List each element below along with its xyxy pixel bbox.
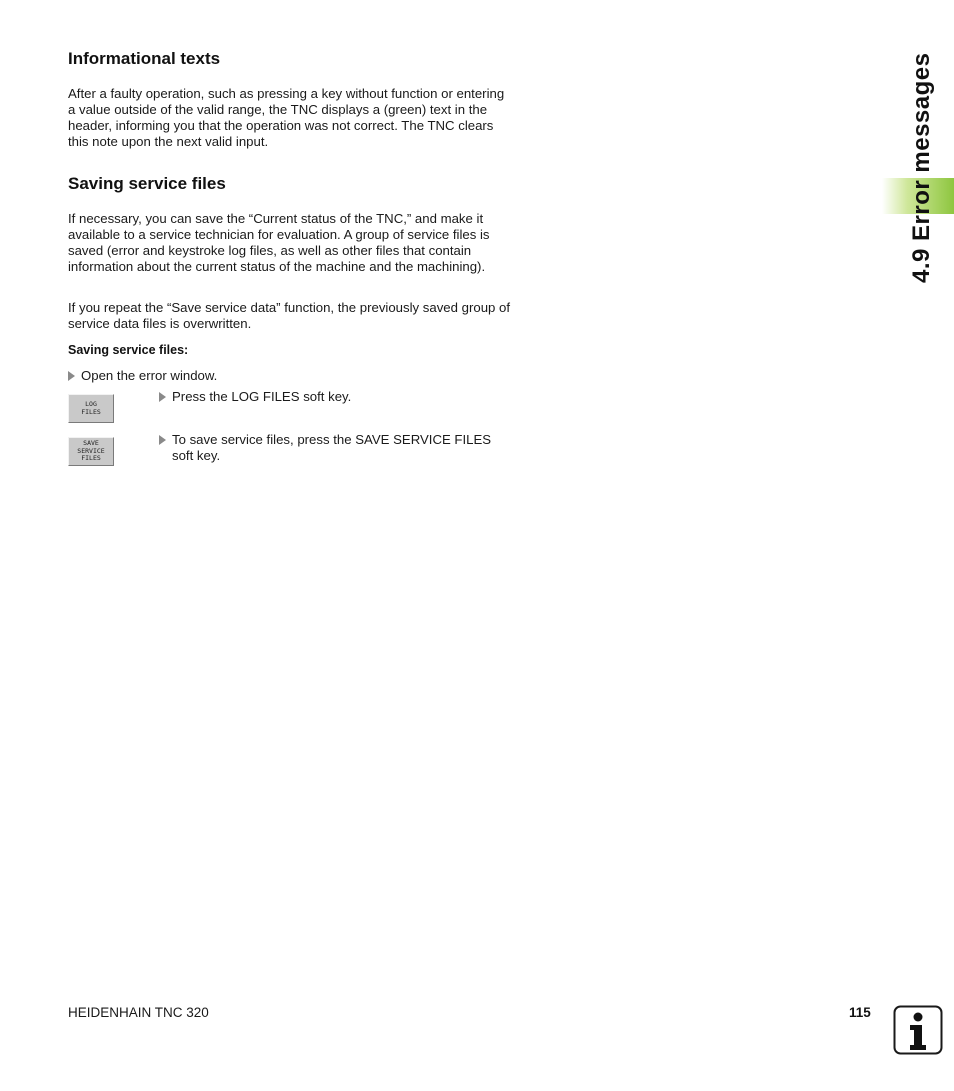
page-number: 115 — [849, 1005, 871, 1020]
step-press-save-service-files — [159, 432, 491, 464]
procedure-label: Saving service files: — [68, 343, 189, 357]
footer-product-name: HEIDENHAIN TNC 320 — [68, 1005, 209, 1020]
softkey-line: FILES — [81, 454, 101, 463]
step-open-error-window — [68, 368, 217, 384]
chapter-title-text: 4.9 Error messages — [908, 52, 935, 283]
step-text: Press the LOG FILES soft key. — [172, 389, 352, 404]
step-arrow-icon — [159, 392, 166, 402]
heading-saving-service-files: Saving service files — [68, 174, 226, 193]
step-text: Open the error window. — [81, 368, 218, 383]
info-icon — [893, 1005, 943, 1055]
step-press-log-files — [159, 389, 351, 405]
softkey-line: LOG — [85, 400, 97, 408]
heading-informational-texts: Informational texts — [68, 49, 221, 68]
softkey-line: SERVICE — [77, 446, 105, 455]
log-files-softkey[interactable] — [68, 394, 114, 423]
paragraph-saving-intro: If necessary, you can save the “Current status of the TNC,” and make it available to a service technician for evaluation. A group of service files is saved (error and keystroke log files, as well as other files that contain information about the current status of the machine and the machining). — [68, 211, 490, 274]
paragraph-informational-texts: After a faulty operation, such as pressing a key without function or entering a value outside of the valid range, the TNC displays a (green) text in the header, informing you that the operation was not correct. The TNC clears this note upon the next valid input. — [68, 86, 505, 149]
step-text: To save service files, press the SAVE SERVICE FILES — [172, 432, 492, 447]
save-service-files-softkey[interactable] — [68, 437, 114, 466]
softkey-line: SAVE — [83, 439, 99, 448]
paragraph-overwrite-note: If you repeat the “Save service data” function, the previously saved group of service data files is overwritten. — [68, 300, 511, 331]
step-text-continued: soft key. — [172, 448, 221, 463]
step-arrow-icon — [159, 435, 166, 445]
step-arrow-icon — [68, 371, 75, 381]
softkey-line: FILES — [81, 407, 101, 416]
